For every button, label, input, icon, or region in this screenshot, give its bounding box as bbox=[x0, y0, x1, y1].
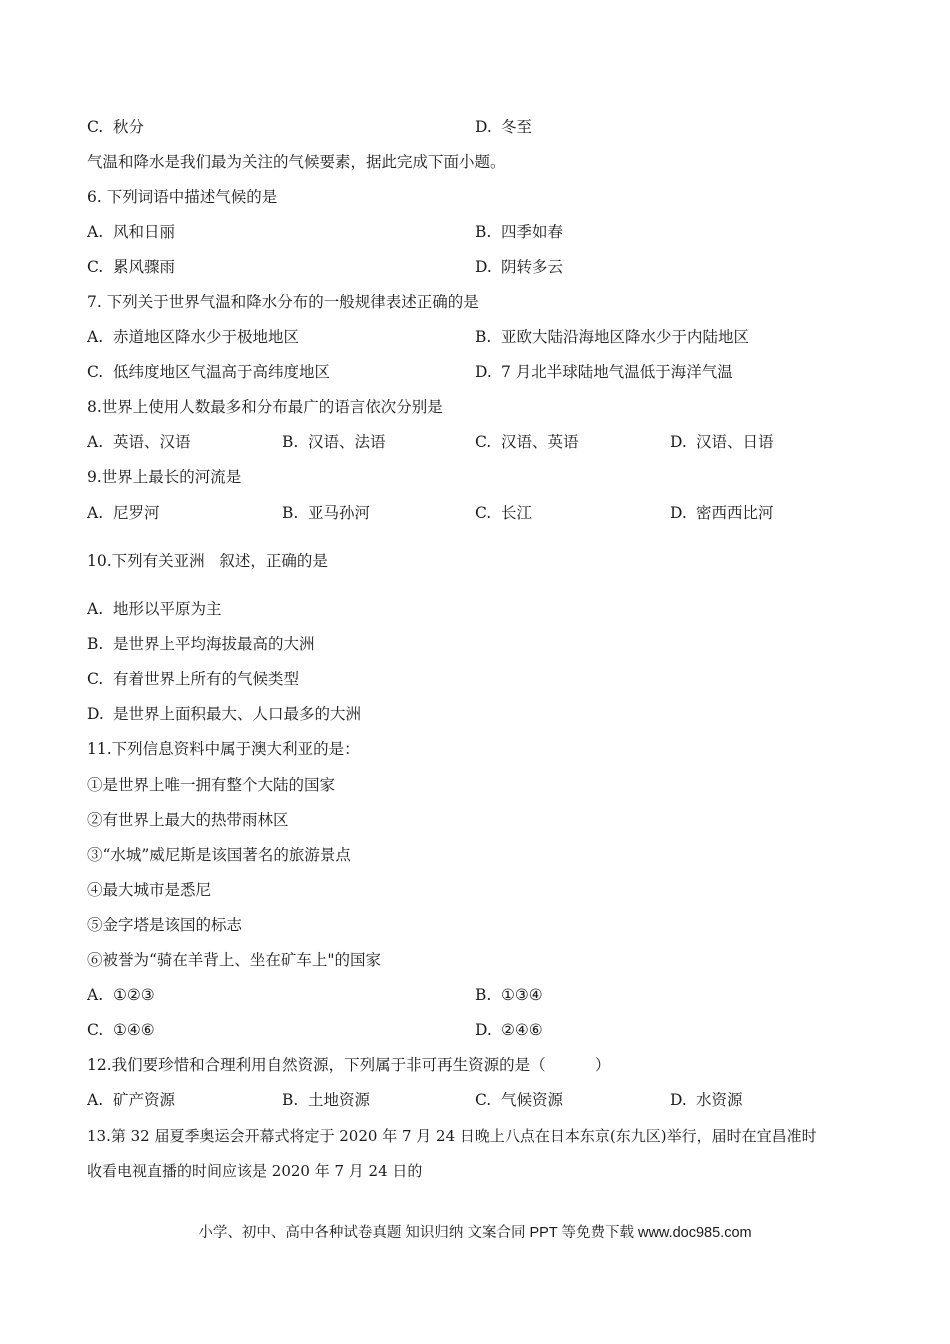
option-label: A. bbox=[87, 504, 104, 522]
q8-option-b[interactable] bbox=[282, 432, 386, 452]
section-intro: 气温和降水是我们最为关注的气候要素，据此完成下面小题。 bbox=[87, 153, 506, 171]
q11-item: ⑥被誉为“骑在羊背上、坐在矿车上"的国家 bbox=[87, 951, 382, 969]
option-label: D. bbox=[670, 504, 687, 522]
q11-option-d[interactable] bbox=[475, 1020, 543, 1040]
option-text: ①②③ bbox=[113, 986, 155, 1004]
q8-option-a[interactable] bbox=[87, 432, 191, 452]
option-text: 密西西比河 bbox=[696, 504, 774, 522]
option-label: C. bbox=[87, 258, 104, 276]
option-label: D. bbox=[87, 705, 104, 723]
option-text: 有着世界上所有的气候类型 bbox=[113, 670, 300, 688]
option-label: A. bbox=[87, 986, 104, 1004]
q11-item: ③“水城”威尼斯是该国著名的旅游景点 bbox=[87, 846, 351, 864]
option-text: ②④⑥ bbox=[501, 1021, 543, 1039]
q11-item: ④最大城市是悉尼 bbox=[87, 881, 212, 899]
q11-item: ①是世界上唯一拥有整个大陆的国家 bbox=[87, 776, 336, 794]
option-text: ①③④ bbox=[501, 986, 543, 1004]
option-text: 7 月北半球陆地气温低于海洋气温 bbox=[501, 363, 733, 381]
option-text: 土地资源 bbox=[308, 1091, 371, 1109]
q5-option-d[interactable] bbox=[475, 117, 532, 137]
option-text: 冬至 bbox=[501, 118, 533, 136]
option-label: C. bbox=[87, 670, 104, 688]
q8-option-c[interactable] bbox=[475, 432, 579, 452]
option-label: A. bbox=[87, 600, 104, 618]
option-text: 汉语、法语 bbox=[308, 433, 386, 451]
option-text: 四季如春 bbox=[501, 223, 564, 241]
q9-option-d[interactable] bbox=[670, 503, 774, 523]
q7-option-d[interactable] bbox=[475, 362, 733, 382]
option-text: 亚马孙河 bbox=[308, 504, 371, 522]
q12-option-c[interactable] bbox=[475, 1090, 563, 1110]
option-text: 矿产资源 bbox=[113, 1091, 176, 1109]
option-label: C. bbox=[475, 433, 492, 451]
q12-option-b[interactable] bbox=[282, 1090, 370, 1110]
option-label: D. bbox=[475, 1021, 492, 1039]
option-text: 气候资源 bbox=[501, 1091, 564, 1109]
q10-option-d[interactable] bbox=[87, 704, 361, 724]
option-label: C. bbox=[475, 504, 492, 522]
option-label: C. bbox=[87, 118, 104, 136]
option-text: 汉语、日语 bbox=[696, 433, 774, 451]
option-label: B. bbox=[475, 328, 492, 346]
option-text: 尼罗河 bbox=[113, 504, 160, 522]
q13-stem-line2: 收看电视直播的时间应该是 2020 年 7 月 24 日的 bbox=[87, 1162, 423, 1180]
q11-item: ②有世界上最大的热带雨林区 bbox=[87, 811, 289, 829]
q9-stem: 9.世界上最长的河流是 bbox=[87, 468, 242, 486]
q10-option-b[interactable] bbox=[87, 634, 315, 654]
option-text: 长江 bbox=[501, 504, 533, 522]
option-label: D. bbox=[475, 258, 492, 276]
q11-item: ⑤金字塔是该国的标志 bbox=[87, 916, 243, 934]
q6-option-a[interactable] bbox=[87, 222, 175, 242]
q9-option-a[interactable] bbox=[87, 503, 160, 523]
q8-stem: 8.世界上使用人数最多和分布最广的语言依次分别是 bbox=[87, 398, 443, 416]
option-label: B. bbox=[282, 504, 299, 522]
option-text: 累风骤雨 bbox=[113, 258, 176, 276]
option-text: 低纬度地区气温高于高纬度地区 bbox=[113, 363, 331, 381]
q12-option-a[interactable] bbox=[87, 1090, 175, 1110]
option-text: 是世界上面积最大、人口最多的大洲 bbox=[113, 705, 362, 723]
option-label: D. bbox=[670, 433, 687, 451]
option-text: 阴转多云 bbox=[501, 258, 564, 276]
option-text: 英语、汉语 bbox=[113, 433, 191, 451]
q5-option-c[interactable] bbox=[87, 117, 144, 137]
q11-option-b[interactable] bbox=[475, 985, 543, 1005]
q6-option-b[interactable] bbox=[475, 222, 563, 242]
q7-option-c[interactable] bbox=[87, 362, 330, 382]
option-text: 风和日丽 bbox=[113, 223, 176, 241]
option-label: A. bbox=[87, 328, 104, 346]
option-text: 亚欧大陆沿海地区降水少于内陆地区 bbox=[501, 328, 750, 346]
option-label: C. bbox=[87, 1021, 104, 1039]
option-label: B. bbox=[475, 223, 492, 241]
q11-stem: 11.下列信息资料中属于澳大利亚的是： bbox=[87, 740, 360, 758]
q6-stem: 6. 下列词语中描述气候的是 bbox=[87, 188, 278, 206]
option-label: A. bbox=[87, 433, 104, 451]
q11-option-a[interactable] bbox=[87, 985, 155, 1005]
q7-option-b[interactable] bbox=[475, 327, 749, 347]
page-footer: 小学、初中、高中各种试卷真题 知识归纳 文案合同 PPT 等免费下载 www.doc985.com bbox=[198, 1225, 752, 1241]
option-text: 是世界上平均海拔最高的大洲 bbox=[113, 635, 315, 653]
q12-stem: 12.我们要珍惜和合理利用自然资源，下列属于非可再生资源的是（ ） bbox=[87, 1056, 611, 1074]
q6-option-d[interactable] bbox=[475, 257, 563, 277]
q11-option-c[interactable] bbox=[87, 1020, 155, 1040]
option-label: D. bbox=[475, 363, 492, 381]
q8-option-d[interactable] bbox=[670, 432, 774, 452]
option-text: 汉语、英语 bbox=[501, 433, 579, 451]
option-text: ①④⑥ bbox=[113, 1021, 155, 1039]
option-label: C. bbox=[87, 363, 104, 381]
q9-option-c[interactable] bbox=[475, 503, 532, 523]
q10-option-c[interactable] bbox=[87, 669, 299, 689]
q7-stem: 7. 下列关于世界气温和降水分布的一般规律表述正确的是 bbox=[87, 293, 479, 311]
option-label: D. bbox=[670, 1091, 687, 1109]
q13-stem-line1: 13.第 32 届夏季奥运会开幕式将定于 2020 年 7 月 24 日晚上八点在日本东京(东九区)举行，届时在宜昌准时 bbox=[87, 1127, 817, 1145]
q9-option-b[interactable] bbox=[282, 503, 370, 523]
option-text: 赤道地区降水少于极地地区 bbox=[113, 328, 300, 346]
q10-option-a[interactable] bbox=[87, 599, 222, 619]
option-label: D. bbox=[475, 118, 492, 136]
option-label: C. bbox=[475, 1091, 492, 1109]
option-label: B. bbox=[475, 986, 492, 1004]
option-label: B. bbox=[87, 635, 104, 653]
option-label: B. bbox=[282, 433, 299, 451]
option-label: A. bbox=[87, 1091, 104, 1109]
option-text: 地形以平原为主 bbox=[113, 600, 222, 618]
option-label: B. bbox=[282, 1091, 299, 1109]
option-text: 水资源 bbox=[696, 1091, 743, 1109]
option-label: A. bbox=[87, 223, 104, 241]
q7-option-a[interactable] bbox=[87, 327, 299, 347]
q12-option-d[interactable] bbox=[670, 1090, 743, 1110]
option-text: 秋分 bbox=[113, 118, 145, 136]
q10-stem: 10.下列有关亚洲 叙述，正确的是 bbox=[87, 552, 328, 570]
q6-option-c[interactable] bbox=[87, 257, 175, 277]
